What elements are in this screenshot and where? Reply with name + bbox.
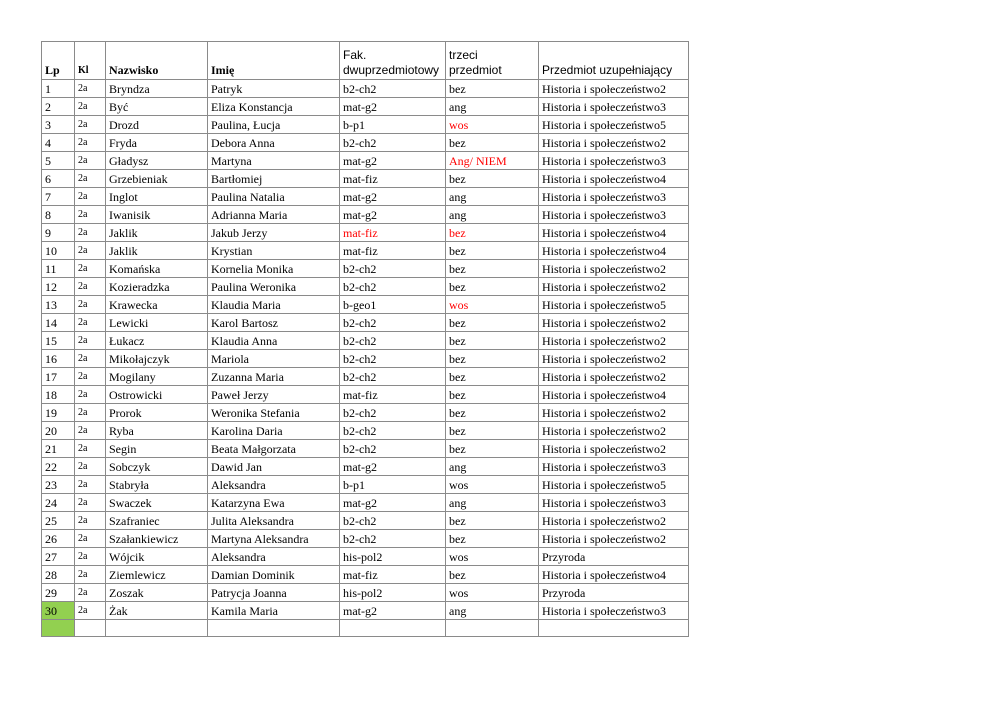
empty-cell[interactable] [42, 620, 75, 637]
cell-first-name[interactable]: Paulina Natalia [208, 188, 340, 206]
cell-kl[interactable]: 2a [75, 494, 106, 512]
cell-third-subject[interactable]: bez [446, 422, 539, 440]
cell-surname[interactable]: Ryba [106, 422, 208, 440]
cell-subject[interactable]: Historia i społeczeństwo2 [539, 278, 689, 296]
table-row [42, 278, 689, 296]
cell-kl[interactable]: 2a [75, 530, 106, 548]
cell-subject[interactable]: Historia i społeczeństwo2 [539, 368, 689, 386]
cell-fak[interactable]: mat-g2 [340, 206, 446, 224]
cell-fak[interactable]: mat-g2 [340, 98, 446, 116]
cell-third-subject[interactable]: bez [446, 80, 539, 98]
cell-third-subject[interactable]: wos [446, 476, 539, 494]
empty-cell[interactable] [106, 620, 208, 637]
table-row [42, 134, 689, 152]
cell-first-name[interactable]: Paulina, Łucja [208, 116, 340, 134]
cell-kl[interactable]: 2a [75, 242, 106, 260]
cell-third-subject[interactable]: ang [446, 602, 539, 620]
cell-lp[interactable]: 21 [42, 440, 75, 458]
cell-subject[interactable]: Historia i społeczeństwo5 [539, 116, 689, 134]
cell-third-subject[interactable]: bez [446, 440, 539, 458]
cell-kl[interactable]: 2a [75, 206, 106, 224]
cell-kl[interactable]: 2a [75, 386, 106, 404]
cell-first-name[interactable]: Paweł Jerzy [208, 386, 340, 404]
cell-surname[interactable]: Grzebieniak [106, 170, 208, 188]
cell-subject[interactable]: Historia i społeczeństwo2 [539, 314, 689, 332]
cell-kl[interactable]: 2a [75, 476, 106, 494]
cell-first-name[interactable]: Debora Anna [208, 134, 340, 152]
cell-first-name[interactable]: Damian Dominik [208, 566, 340, 584]
cell-fak[interactable]: b2-ch2 [340, 368, 446, 386]
cell-kl[interactable]: 2a [75, 170, 106, 188]
header-fak[interactable] [340, 42, 446, 80]
cell-surname[interactable]: Szafraniec [106, 512, 208, 530]
cell-fak[interactable]: b-p1 [340, 116, 446, 134]
cell-fak[interactable]: b-p1 [340, 476, 446, 494]
cell-fak[interactable]: b-geo1 [340, 296, 446, 314]
cell-surname[interactable]: Być [106, 98, 208, 116]
table-row [42, 224, 689, 242]
cell-fak[interactable]: b2-ch2 [340, 332, 446, 350]
cell-lp[interactable]: 17 [42, 368, 75, 386]
cell-lp[interactable]: 14 [42, 314, 75, 332]
cell-first-name[interactable]: Eliza Konstancja [208, 98, 340, 116]
cell-surname[interactable]: Kozieradzka [106, 278, 208, 296]
cell-subject[interactable]: Historia i społeczeństwo3 [539, 98, 689, 116]
header-subject[interactable]: Przedmiot uzupełniający [539, 42, 689, 80]
cell-first-name[interactable]: Mariola [208, 350, 340, 368]
cell-third-subject[interactable]: Ang/ NIEM [446, 152, 539, 170]
cell-surname[interactable]: Krawecka [106, 296, 208, 314]
cell-fak[interactable]: mat-g2 [340, 602, 446, 620]
cell-third-subject[interactable]: bez [446, 260, 539, 278]
header-fak-line1: Fak. [343, 48, 367, 63]
cell-third-subject[interactable]: bez [446, 530, 539, 548]
empty-row [42, 620, 689, 637]
table-row [42, 458, 689, 476]
table-row [42, 350, 689, 368]
cell-surname[interactable]: Jaklik [106, 224, 208, 242]
cell-first-name[interactable]: Karol Bartosz [208, 314, 340, 332]
cell-third-subject[interactable]: bez [446, 332, 539, 350]
cell-lp[interactable]: 3 [42, 116, 75, 134]
table-row [42, 422, 689, 440]
cell-lp[interactable]: 19 [42, 404, 75, 422]
cell-subject[interactable]: Historia i społeczeństwo5 [539, 296, 689, 314]
cell-kl[interactable]: 2a [75, 440, 106, 458]
cell-first-name[interactable]: Dawid Jan [208, 458, 340, 476]
cell-third-subject[interactable]: bez [446, 386, 539, 404]
table-row [42, 512, 689, 530]
cell-lp[interactable]: 28 [42, 566, 75, 584]
cell-first-name[interactable]: Kamila Maria [208, 602, 340, 620]
cell-surname[interactable]: Ziemlewicz [106, 566, 208, 584]
empty-cell[interactable] [208, 620, 340, 637]
cell-third-subject[interactable]: bez [446, 242, 539, 260]
table-row [42, 314, 689, 332]
header-third-line2: przedmiot [449, 62, 502, 77]
cell-lp[interactable]: 22 [42, 458, 75, 476]
table-row [42, 152, 689, 170]
cell-kl[interactable]: 2a [75, 260, 106, 278]
cell-fak[interactable]: b2-ch2 [340, 314, 446, 332]
header-third-subject[interactable] [446, 42, 539, 80]
cell-kl[interactable]: 2a [75, 152, 106, 170]
table-row [42, 494, 689, 512]
cell-kl[interactable]: 2a [75, 80, 106, 98]
cell-fak[interactable]: mat-fiz [340, 386, 446, 404]
cell-fak[interactable]: b2-ch2 [340, 404, 446, 422]
cell-third-subject[interactable]: ang [446, 458, 539, 476]
cell-third-subject[interactable]: bez [446, 134, 539, 152]
cell-kl[interactable]: 2a [75, 116, 106, 134]
cell-third-subject[interactable]: bez [446, 368, 539, 386]
cell-fak[interactable]: b2-ch2 [340, 440, 446, 458]
cell-third-subject[interactable]: ang [446, 188, 539, 206]
header-third-line1: trzeci [449, 48, 478, 63]
cell-first-name[interactable]: Katarzyna Ewa [208, 494, 340, 512]
header-first-name[interactable]: Imię [208, 42, 340, 80]
cell-first-name[interactable]: Klaudia Maria [208, 296, 340, 314]
cell-subject[interactable]: Historia i społeczeństwo2 [539, 350, 689, 368]
cell-fak[interactable]: b2-ch2 [340, 80, 446, 98]
cell-surname[interactable]: Sobczyk [106, 458, 208, 476]
table-body [42, 80, 689, 637]
cell-first-name[interactable]: Paulina Weronika [208, 278, 340, 296]
cell-subject[interactable]: Historia i społeczeństwo2 [539, 422, 689, 440]
cell-surname[interactable]: Zoszak [106, 584, 208, 602]
cell-subject[interactable]: Historia i społeczeństwo2 [539, 260, 689, 278]
cell-lp[interactable]: 4 [42, 134, 75, 152]
table-row [42, 602, 689, 620]
cell-kl[interactable]: 2a [75, 98, 106, 116]
cell-third-subject[interactable]: wos [446, 296, 539, 314]
cell-fak[interactable]: mat-fiz [340, 242, 446, 260]
cell-kl[interactable]: 2a [75, 602, 106, 620]
table-row [42, 296, 689, 314]
table-row [42, 98, 689, 116]
cell-kl[interactable]: 2a [75, 566, 106, 584]
cell-lp[interactable]: 18 [42, 386, 75, 404]
table-row [42, 404, 689, 422]
table-row [42, 116, 689, 134]
cell-fak[interactable]: mat-g2 [340, 494, 446, 512]
table-row [42, 368, 689, 386]
cell-third-subject[interactable]: bez [446, 224, 539, 242]
cell-surname[interactable]: Fryda [106, 134, 208, 152]
cell-fak[interactable]: b2-ch2 [340, 260, 446, 278]
cell-lp[interactable]: 15 [42, 332, 75, 350]
cell-third-subject[interactable]: bez [446, 566, 539, 584]
cell-subject[interactable]: Historia i społeczeństwo4 [539, 170, 689, 188]
cell-kl[interactable]: 2a [75, 188, 106, 206]
header-lp[interactable]: Lp [42, 42, 75, 80]
cell-fak[interactable]: b2-ch2 [340, 530, 446, 548]
cell-third-subject[interactable]: ang [446, 206, 539, 224]
cell-lp[interactable]: 29 [42, 584, 75, 602]
cell-lp[interactable]: 2 [42, 98, 75, 116]
cell-lp[interactable]: 25 [42, 512, 75, 530]
cell-surname[interactable]: Gładysz [106, 152, 208, 170]
cell-surname[interactable]: Prorok [106, 404, 208, 422]
cell-kl[interactable]: 2a [75, 584, 106, 602]
cell-first-name[interactable]: Adrianna Maria [208, 206, 340, 224]
cell-first-name[interactable]: Weronika Stefania [208, 404, 340, 422]
cell-fak[interactable]: b2-ch2 [340, 422, 446, 440]
cell-third-subject[interactable]: bez [446, 404, 539, 422]
cell-lp[interactable]: 6 [42, 170, 75, 188]
cell-surname[interactable]: Szałankiewicz [106, 530, 208, 548]
cell-surname[interactable]: Lewicki [106, 314, 208, 332]
cell-first-name[interactable]: Karolina Daria [208, 422, 340, 440]
cell-subject[interactable]: Historia i społeczeństwo4 [539, 386, 689, 404]
cell-kl[interactable]: 2a [75, 332, 106, 350]
cell-first-name[interactable]: Aleksandra [208, 476, 340, 494]
cell-fak[interactable]: b2-ch2 [340, 512, 446, 530]
cell-lp[interactable]: 26 [42, 530, 75, 548]
cell-surname[interactable]: Bryndza [106, 80, 208, 98]
cell-first-name[interactable]: Patrycja Joanna [208, 584, 340, 602]
cell-kl[interactable]: 2a [75, 458, 106, 476]
cell-lp[interactable]: 11 [42, 260, 75, 278]
table-row [42, 188, 689, 206]
cell-first-name[interactable]: Klaudia Anna [208, 332, 340, 350]
cell-lp[interactable]: 20 [42, 422, 75, 440]
cell-surname[interactable]: Ostrowicki [106, 386, 208, 404]
cell-subject[interactable]: Historia i społeczeństwo3 [539, 602, 689, 620]
cell-first-name[interactable]: Aleksandra [208, 548, 340, 566]
cell-fak[interactable]: his-pol2 [340, 548, 446, 566]
cell-third-subject[interactable]: bez [446, 314, 539, 332]
empty-cell[interactable] [539, 620, 689, 637]
cell-subject[interactable]: Historia i społeczeństwo2 [539, 440, 689, 458]
cell-fak[interactable]: b2-ch2 [340, 278, 446, 296]
cell-surname[interactable]: Drozd [106, 116, 208, 134]
cell-first-name[interactable]: Kornelia Monika [208, 260, 340, 278]
cell-fak[interactable]: mat-fiz [340, 566, 446, 584]
cell-third-subject[interactable]: bez [446, 278, 539, 296]
cell-first-name[interactable]: Zuzanna Maria [208, 368, 340, 386]
cell-subject[interactable]: Przyroda [539, 584, 689, 602]
header-surname[interactable]: Nazwisko [106, 42, 208, 80]
cell-kl[interactable]: 2a [75, 368, 106, 386]
cell-subject[interactable]: Przyroda [539, 548, 689, 566]
cell-kl[interactable]: 2a [75, 278, 106, 296]
table-row [42, 170, 689, 188]
cell-first-name[interactable]: Jakub Jerzy [208, 224, 340, 242]
cell-kl[interactable]: 2a [75, 296, 106, 314]
cell-surname[interactable]: Stabryła [106, 476, 208, 494]
cell-first-name[interactable]: Krystian [208, 242, 340, 260]
cell-first-name[interactable]: Julita Aleksandra [208, 512, 340, 530]
empty-cell[interactable] [75, 620, 106, 637]
cell-surname[interactable]: Jaklik [106, 242, 208, 260]
cell-surname[interactable]: Żak [106, 602, 208, 620]
cell-lp[interactable]: 5 [42, 152, 75, 170]
cell-kl[interactable]: 2a [75, 314, 106, 332]
cell-third-subject[interactable]: wos [446, 116, 539, 134]
student-table [41, 41, 689, 637]
header-fak-line2: dwuprzedmiotowy [343, 62, 440, 77]
cell-fak[interactable]: mat-fiz [340, 170, 446, 188]
cell-lp[interactable]: 7 [42, 188, 75, 206]
cell-third-subject[interactable]: bez [446, 350, 539, 368]
cell-subject[interactable]: Historia i społeczeństwo2 [539, 134, 689, 152]
cell-third-subject[interactable]: bez [446, 170, 539, 188]
cell-surname[interactable]: Łukacz [106, 332, 208, 350]
cell-surname[interactable]: Iwanisik [106, 206, 208, 224]
cell-lp[interactable]: 13 [42, 296, 75, 314]
cell-kl[interactable]: 2a [75, 548, 106, 566]
cell-surname[interactable]: Mikołajczyk [106, 350, 208, 368]
table-row [42, 476, 689, 494]
cell-first-name[interactable]: Patryk [208, 80, 340, 98]
cell-subject[interactable]: Historia i społeczeństwo3 [539, 494, 689, 512]
cell-lp[interactable]: 1 [42, 80, 75, 98]
cell-surname[interactable]: Wójcik [106, 548, 208, 566]
cell-kl[interactable]: 2a [75, 422, 106, 440]
cell-subject[interactable]: Historia i społeczeństwo2 [539, 404, 689, 422]
cell-lp[interactable]: 30 [42, 602, 75, 620]
table-row [42, 530, 689, 548]
cell-kl[interactable]: 2a [75, 512, 106, 530]
cell-surname[interactable]: Komańska [106, 260, 208, 278]
empty-cell[interactable] [340, 620, 446, 637]
cell-subject[interactable]: Historia i społeczeństwo3 [539, 458, 689, 476]
cell-third-subject[interactable]: ang [446, 98, 539, 116]
cell-kl[interactable]: 2a [75, 134, 106, 152]
cell-subject[interactable]: Historia i społeczeństwo2 [539, 512, 689, 530]
cell-third-subject[interactable]: ang [446, 494, 539, 512]
header-row [42, 42, 689, 80]
cell-lp[interactable]: 10 [42, 242, 75, 260]
cell-fak[interactable]: his-pol2 [340, 584, 446, 602]
cell-first-name[interactable]: Martyna Aleksandra [208, 530, 340, 548]
cell-third-subject[interactable]: bez [446, 512, 539, 530]
cell-surname[interactable]: Swaczek [106, 494, 208, 512]
table-row [42, 584, 689, 602]
table-row [42, 80, 689, 98]
cell-subject[interactable]: Historia i społeczeństwo3 [539, 152, 689, 170]
cell-first-name[interactable]: Beata Małgorzata [208, 440, 340, 458]
cell-subject[interactable]: Historia i społeczeństwo3 [539, 188, 689, 206]
header-kl[interactable]: Kl [75, 42, 106, 80]
cell-subject[interactable]: Historia i społeczeństwo4 [539, 224, 689, 242]
cell-subject[interactable]: Historia i społeczeństwo5 [539, 476, 689, 494]
cell-fak[interactable]: b2-ch2 [340, 134, 446, 152]
cell-kl[interactable]: 2a [75, 404, 106, 422]
empty-cell[interactable] [446, 620, 539, 637]
cell-subject[interactable]: Historia i społeczeństwo4 [539, 566, 689, 584]
cell-lp[interactable]: 16 [42, 350, 75, 368]
cell-lp[interactable]: 27 [42, 548, 75, 566]
table-row [42, 206, 689, 224]
cell-lp[interactable]: 24 [42, 494, 75, 512]
cell-subject[interactable]: Historia i społeczeństwo2 [539, 530, 689, 548]
table-row [42, 548, 689, 566]
cell-subject[interactable]: Historia i społeczeństwo4 [539, 242, 689, 260]
table-row [42, 332, 689, 350]
table-row [42, 386, 689, 404]
cell-subject[interactable]: Historia i społeczeństwo2 [539, 80, 689, 98]
table-row [42, 566, 689, 584]
cell-fak[interactable]: mat-g2 [340, 188, 446, 206]
cell-third-subject[interactable]: wos [446, 548, 539, 566]
cell-third-subject[interactable]: wos [446, 584, 539, 602]
cell-kl[interactable]: 2a [75, 224, 106, 242]
cell-fak[interactable]: mat-g2 [340, 458, 446, 476]
cell-fak[interactable]: mat-g2 [340, 152, 446, 170]
cell-lp[interactable]: 9 [42, 224, 75, 242]
cell-first-name[interactable]: Bartłomiej [208, 170, 340, 188]
cell-fak[interactable]: mat-fiz [340, 224, 446, 242]
table-row [42, 260, 689, 278]
cell-subject[interactable]: Historia i społeczeństwo3 [539, 206, 689, 224]
cell-lp[interactable]: 8 [42, 206, 75, 224]
cell-first-name[interactable]: Martyna [208, 152, 340, 170]
cell-surname[interactable]: Segin [106, 440, 208, 458]
cell-kl[interactable]: 2a [75, 350, 106, 368]
cell-lp[interactable]: 12 [42, 278, 75, 296]
cell-subject[interactable]: Historia i społeczeństwo2 [539, 332, 689, 350]
cell-lp[interactable]: 23 [42, 476, 75, 494]
cell-fak[interactable]: b2-ch2 [340, 350, 446, 368]
cell-surname[interactable]: Mogilany [106, 368, 208, 386]
table-row [42, 242, 689, 260]
cell-surname[interactable]: Inglot [106, 188, 208, 206]
table-row [42, 440, 689, 458]
